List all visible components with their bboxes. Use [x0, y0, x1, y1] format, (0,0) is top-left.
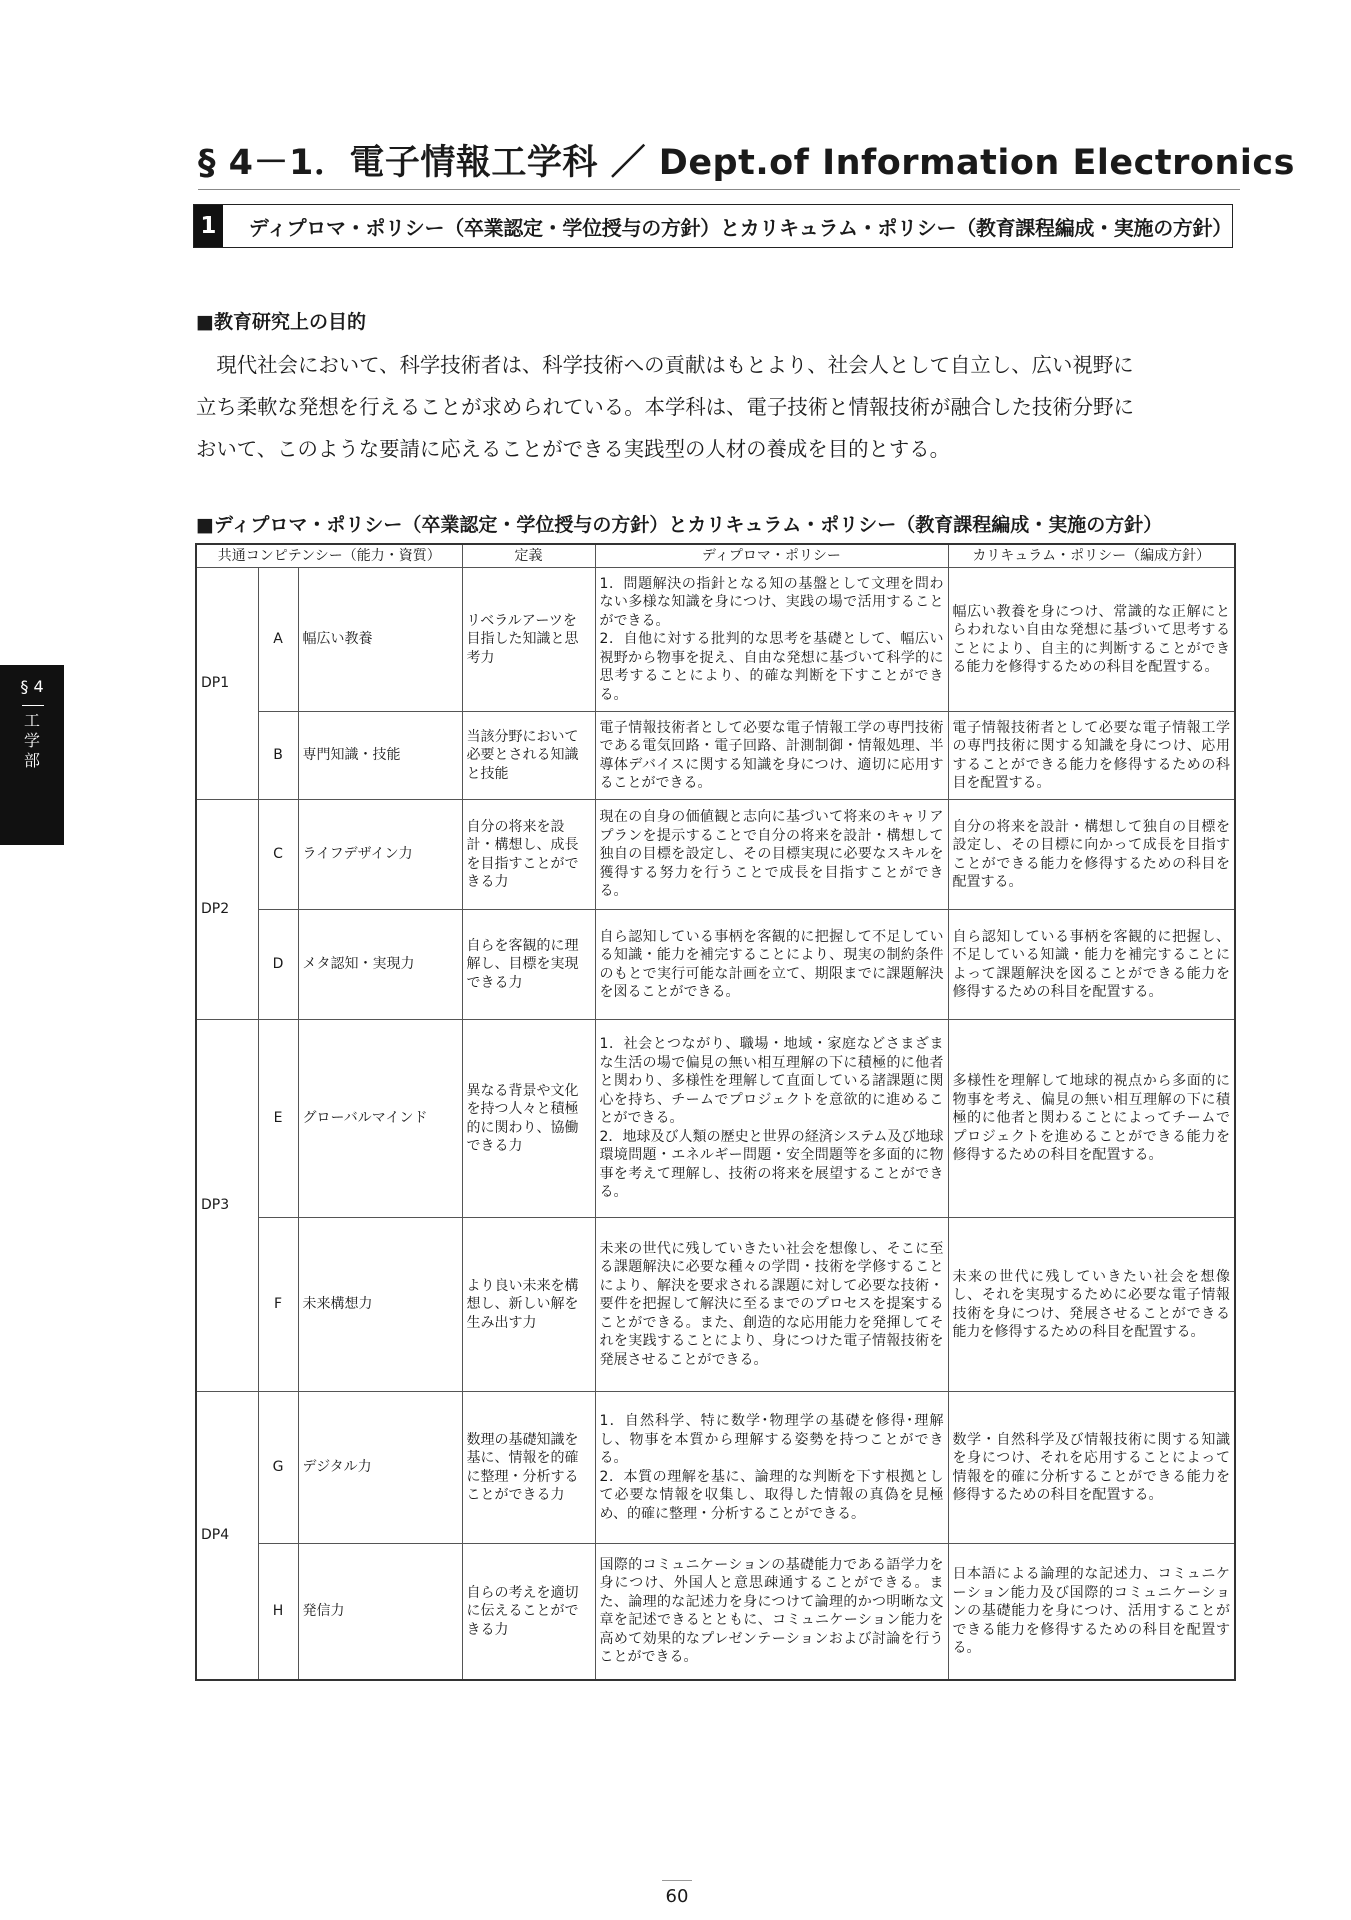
dp-code: DP1	[196, 568, 258, 800]
diploma-policy-cell: 1．社会とつながり、職場・地域・家庭などさまざまな生活の場で偏見の無い相互理解の下に積極的に他者と関わり、多様性を理解して直面している諸課題に関心を持ち、チームでプロジェクトを意欲的に進めることができる。 2．地球及び人類の歴史と世界の経済システム及び地球環境問題・エネルギー問題・安全問題等を多面的に物事を考えて理解し、技術の将来を展望することができる。	[595, 1020, 948, 1218]
table-row	[196, 1544, 1235, 1680]
table-row	[196, 712, 1235, 800]
header-diploma: ディプロマ・ポリシー	[595, 544, 948, 568]
header-competency: 共通コンピテンシー（能力・資質）	[196, 544, 462, 568]
page-number-rule	[662, 1880, 692, 1881]
table-row	[196, 568, 1235, 712]
competency-letter: G	[258, 1392, 298, 1544]
side-tab-rule	[22, 705, 44, 706]
table-row	[196, 1218, 1235, 1392]
table-row	[196, 1020, 1235, 1218]
curriculum-policy-cell: 自分の将来を設計・構想して独自の目標を設定し、その目標に向かって成長を目指すことができる能力を修得するための科目を配置する。	[948, 800, 1235, 910]
curriculum-policy-cell: 電子情報技術者として必要な電子情報工学の専門技術に関する知識を身につけ、応用することができる能力を修得するための科目を配置する。	[948, 712, 1235, 800]
curriculum-policy-cell: 未来の世代に残していきたい社会を想像し、それを実現するために必要な電子情報技術を身につけ、発展させることができる能力を修得するための科目を配置する。	[948, 1218, 1235, 1392]
section-banner	[193, 204, 1233, 248]
purpose-line: 現代社会において、科学技術者は、科学技術への貢献はもとより、社会人として自立し、広い視野に	[196, 353, 1134, 377]
diploma-policy-cell: 1．問題解決の指針となる知の基盤として文理を問わない多様な知識を身につけ、実践の場で活用することができる。 2．自他に対する批判的な思考を基礎として、幅広い視野から物事を捉え、自由な発想に基づいて科学的に思考することにより、的確な判断を下すことができる。	[595, 568, 948, 712]
competency-name: デジタル力	[298, 1392, 462, 1544]
competency-name: 発信力	[298, 1544, 462, 1680]
definition-cell: 自らの考えを適切に伝えることができる力	[462, 1544, 595, 1680]
banner-title: ディプロマ・ポリシー（卒業認定・学位授与の方針）とカリキュラム・ポリシー（教育課程編成・実施の方針）	[248, 215, 1232, 240]
table-row	[196, 910, 1235, 1020]
purpose-line: 立ち柔軟な発想を行えることが求められている。本学科は、電子技術と情報技術が融合した技術分野に	[196, 395, 1134, 419]
definition-cell: 当該分野において必要とされる知識と技能	[462, 712, 595, 800]
dp-code: DP3	[196, 1020, 258, 1392]
table-header-row	[196, 544, 1235, 568]
competency-name: メタ認知・実現力	[298, 910, 462, 1020]
heading-rule	[198, 189, 1240, 190]
competency-letter: E	[258, 1020, 298, 1218]
definition-cell: より良い未来を構想し、新しい解を生み出す力	[462, 1218, 595, 1392]
curriculum-policy-cell: 数学・自然科学及び情報技術に関する知識を身につけ、それを応用することによって情報を的確に分析することができる能力を修得するための科目を配置する。	[948, 1392, 1235, 1544]
competency-name: グローバルマインド	[298, 1020, 462, 1218]
diploma-policy-cell: 自ら認知している事柄を客観的に把握して不足している知識・能力を補完することにより、現実の制約条件のもとで実行可能な計画を立て、期限までに課題解決を図ることができる。	[595, 910, 948, 1020]
side-tab	[0, 665, 64, 845]
policy-table	[195, 543, 1236, 1681]
diploma-policy-cell: 1．自然科学、特に数学･物理学の基礎を修得･理解し、物事を本質から理解する姿勢を持つことができる。 2．本質の理解を基に、論理的な判断を下す根拠として必要な情報を収集し、取得した情報の真偽を見極め、的確に整理・分析することができる。	[595, 1392, 948, 1544]
page-heading: § 4－1．電子情報工学科 ／ Dept.of Information Electronics	[198, 143, 1295, 183]
dp-code: DP4	[196, 1392, 258, 1680]
header-definition: 定義	[462, 544, 595, 568]
competency-letter: F	[258, 1218, 298, 1392]
competency-letter: C	[258, 800, 298, 910]
curriculum-policy-cell: 日本語による論理的な記述力、コミュニケーション能力及び国際的コミュニケーションの基礎能力を身につけ、活用することができる能力を修得するための科目を配置する。	[948, 1544, 1235, 1680]
competency-name: 未来構想力	[298, 1218, 462, 1392]
competency-name: 幅広い教養	[298, 568, 462, 712]
table-row	[196, 1392, 1235, 1544]
purpose-line: おいて、このような要請に応えることができる実践型の人材の養成を目的とする。	[196, 437, 951, 461]
purpose-body	[196, 344, 1236, 470]
diploma-policy-cell: 現在の自身の価値観と志向に基づいて将来のキャリアプランを提示することで自分の将来を設計・構想して独自の目標を設定し、その目標実現に必要なスキルを獲得する努力を行うことで成長を目指すことができる。	[595, 800, 948, 910]
dp-code: DP2	[196, 800, 258, 1020]
policy-table-title: ■ディプロマ・ポリシー（卒業認定・学位授与の方針）とカリキュラム・ポリシー（教育課程編成・実施の方針）	[196, 514, 1163, 536]
definition-cell: 自らを客観的に理解し、目標を実現できる力	[462, 910, 595, 1020]
competency-letter: B	[258, 712, 298, 800]
competency-letter: A	[258, 568, 298, 712]
side-tab-section: § 4	[20, 677, 44, 696]
competency-letter: H	[258, 1544, 298, 1680]
definition-cell: リベラルアーツを目指した知識と思考力	[462, 568, 595, 712]
diploma-policy-cell: 電子情報技術者として必要な電子情報工学の専門技術である電気回路・電子回路、計測制御・情報処理、半導体デバイスに関する知識を身につけ、適切に応用することができる。	[595, 712, 948, 800]
competency-name: ライフデザイン力	[298, 800, 462, 910]
purpose-title: ■教育研究上の目的	[196, 311, 366, 333]
curriculum-policy-cell: 幅広い教養を身につけ、常識的な正解にとらわれない自由な発想に基づいて思考することにより、自主的に判断することができる能力を修得するための科目を配置する。	[948, 568, 1235, 712]
definition-cell: 数理の基礎知識を基に、情報を的確に整理・分析することができる力	[462, 1392, 595, 1544]
page-number: 60	[665, 1886, 689, 1907]
banner-number: 1	[194, 205, 223, 247]
curriculum-policy-cell: 自ら認知している事柄を客観的に把握し、不足している知識・能力を補完することによって課題解決を図ることができる能力を修得するための科目を配置する。	[948, 910, 1235, 1020]
diploma-policy-cell: 未来の世代に残していきたい社会を想像し、そこに至る課題解決に必要な種々の学問・技術を学修することにより、解決を要求される課題に対して必要な技術・要件を把握して解決に至るまでのプロセスを提案することができる。また、創造的な応用能力を発揮してそれを実践することにより、身につけた電子情報技術を発展させることができる。	[595, 1218, 948, 1392]
definition-cell: 異なる背景や文化を持つ人々と積極的に関わり、協働できる力	[462, 1020, 595, 1218]
diploma-policy-cell: 国際的コミュニケーションの基礎能力である語学力を身につけ、外国人と意思疎通することができる。また、論理的な記述力を身につけて論理的かつ明晰な文章を記述できるとともに、コミュニケーション能力を高めて効果的なプレゼンテーションおよび討論を行うことができる。	[595, 1544, 948, 1680]
side-tab-faculty: 工 学 部	[23, 711, 40, 770]
table-row	[196, 800, 1235, 910]
definition-cell: 自分の将来を設計・構想し、成長を目指すことができる力	[462, 800, 595, 910]
header-curriculum: カリキュラム・ポリシー（編成方針）	[948, 544, 1235, 568]
competency-letter: D	[258, 910, 298, 1020]
curriculum-policy-cell: 多様性を理解して地球的視点から多面的に物事を考え、偏見の無い相互理解の下に積極的に他者と関わることによってチームでプロジェクトを進めることができる能力を修得するための科目を配置する。	[948, 1020, 1235, 1218]
competency-name: 専門知識・技能	[298, 712, 462, 800]
